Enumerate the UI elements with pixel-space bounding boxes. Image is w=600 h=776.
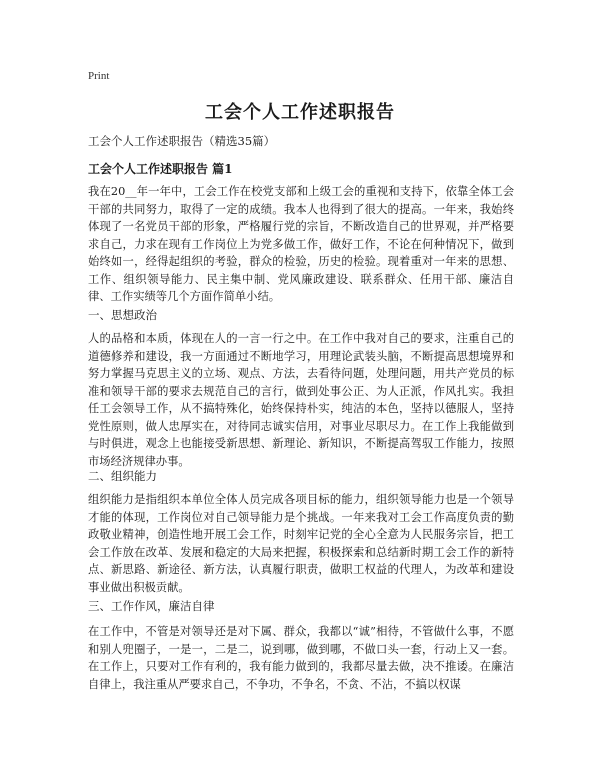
intro-paragraph: 我在20__年一年中，工会工作在校党支部和上级工会的重视和支持下，依靠全体工会干部的共同努力，取得了一定的成绩。我本人也得到了很大的提高。一年来，我始终体现了一名党员干部的形象，严格履行党的宗旨，不断改造自己的世界观，并严格要求自己，力求在现有工作岗位上为党多做工作，做好工作，不论在何种情况下，做到始终如一，经得起组织的考验，群众的检验，历史的检验。现着重对一年来的思想、工作、组织领导能力、民主集中制、党风廉政建设、联系群众、任用干部、廉洁自律、工作实绩等几个方面作简单小结。 xyxy=(88,185,514,303)
section-paragraph: 在工作中，不管是对领导还是对下属、群众，我都以“诚”相待，不管做什么事，不愿和别人兜圈子，一是一，二是二，说到哪，做到哪，不做口头一套，行动上又一套。在工作上，只要对工作有利的，我有能力做到的，我都尽量去做，决不推诿。在廉洁自律上，我注重从严要求自己，不争功，不争名，不贪、不沾，不搞以权谋 xyxy=(88,625,514,691)
section-title: 工会个人工作述职报告 篇1 xyxy=(88,162,233,176)
section-heading: 三、工作作风，廉洁自律 xyxy=(88,599,215,613)
page-title: 工会个人工作述职报告 xyxy=(205,102,395,123)
section-paragraph: 组织能力是指组织本单位全体人员完成各项目标的能力，组织领导能力也是一个领导才能的体现，工作岗位对自己领导能力是个挑战。一年来我对工会工作高度负责的勤政敬业精神，创造性地开展工会工作，时刻牢记党的全心全意为人民服务宗旨，把工会工作放在改革、发展和稳定的大局来把握，积极探索和总结新时期工会工作的新特点、新思路、新途径、新方法，认真履行职责，做职工权益的代理人，为改革和建设事业做出积极贡献。 xyxy=(88,493,514,594)
section-heading: 二、组织能力 xyxy=(88,469,157,483)
section-paragraph: 人的品格和本质，体现在人的一言一行之中。在工作中我对自己的要求，注重自己的道德修养和建设，我一方面通过不断地学习，用理论武装头脑，不断提高思想境界和努力掌握马克思主义的立场、观点、方法，去看待问题，处理问题，用共产党员的标准和领导干部的要求去规范自己的言行，做到处事公正、为人正派，作风扎实。我担任工会领导工作，从不搞特殊化，始终保持朴实，纯洁的本色，坚持以德服人，坚持党性原则，做人忠厚实在，对待同志诚实信用，对事业尽职尽力。在工作上我能做到与时俱进，观念上也能接受新思想、新理论、新知识，不断提高驾驭工作能力，按照市场经济规律办事。 xyxy=(88,332,514,468)
section-heading: 一、思想政治 xyxy=(88,308,157,322)
print-link[interactable]: Print xyxy=(88,70,110,82)
document-subtitle: 工会个人工作述职报告（精选35篇） xyxy=(88,134,276,148)
